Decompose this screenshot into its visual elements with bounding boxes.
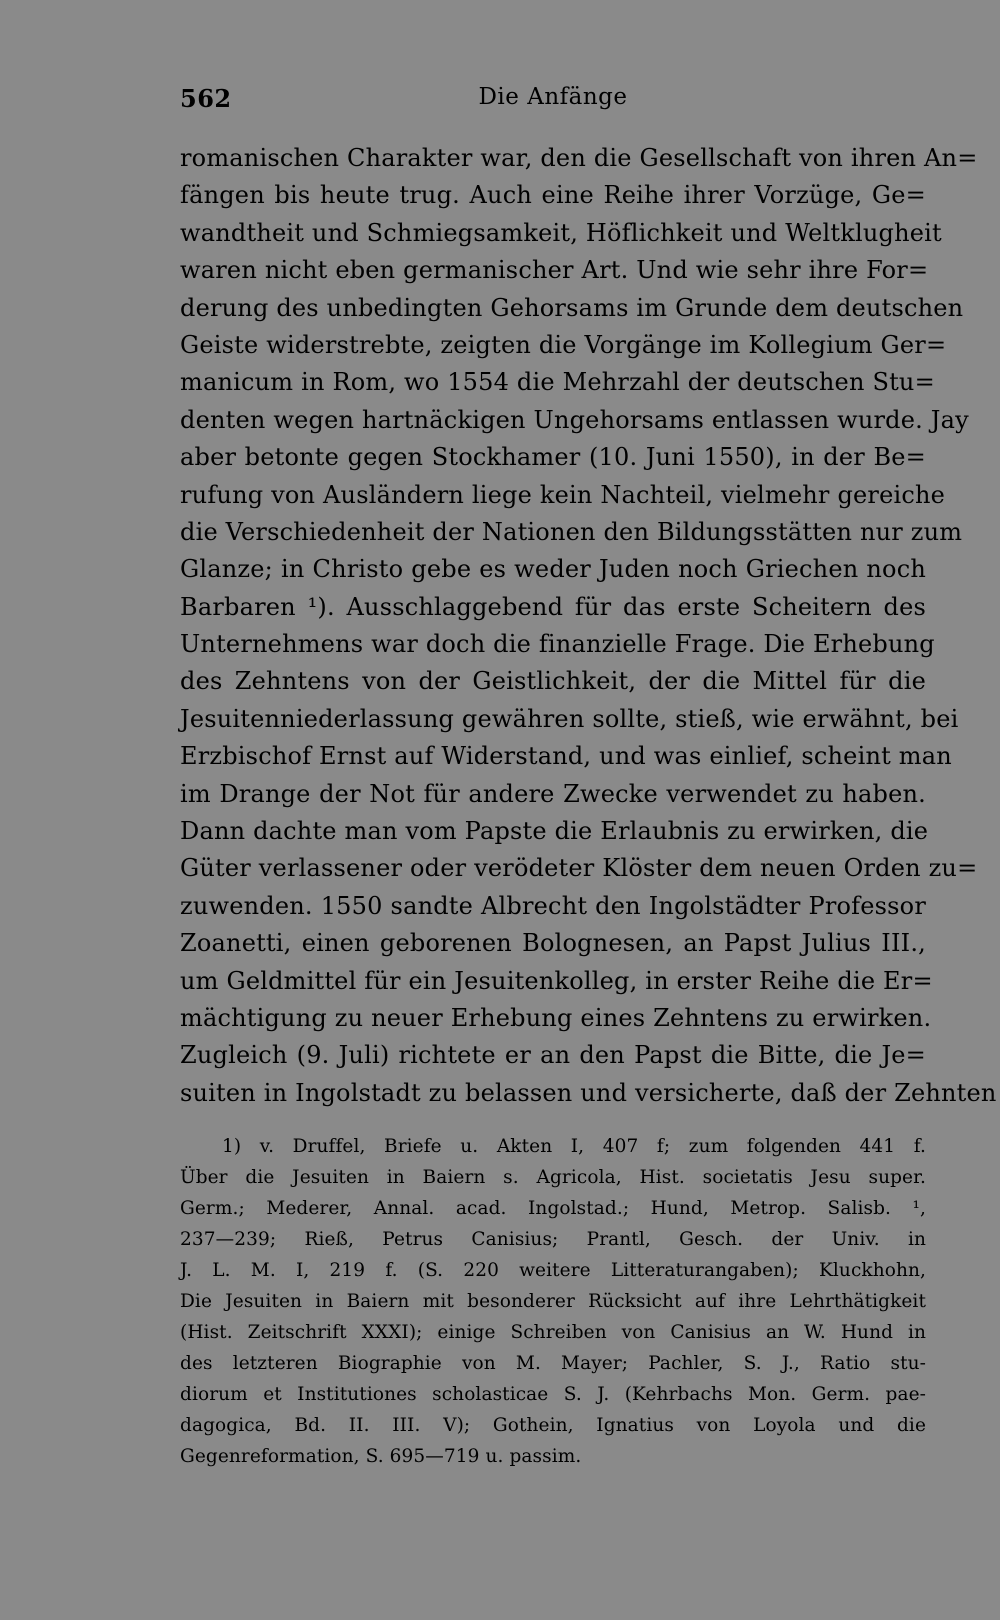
text-line: um Geldmittel für ein Jesuitenkolleg, in erster Reihe die Er= <box>180 966 933 995</box>
text-line: im Drange der Not für andere Zwecke verwendet zu haben. <box>180 779 926 808</box>
running-title: Die Anfänge <box>478 84 628 110</box>
footnote-line: J. L. M. I, 219 f. (S. 220 weitere Litteraturangaben); Kluckhohn, <box>180 1260 926 1281</box>
footnote-line: 237—239; Rieß, Petrus Canisius; Prantl, Gesch. der Univ. in <box>180 1229 926 1250</box>
text-line: Barbaren ¹). Ausschlaggebend für das erste Scheitern des <box>180 592 926 621</box>
page-header <box>180 84 926 118</box>
text-line: zuwenden. 1550 sandte Albrecht den Ingolstädter Professor <box>180 891 926 920</box>
text-line: manicum in Rom, wo 1554 die Mehrzahl der deutschen Stu= <box>180 368 935 397</box>
footnote-line: dagogica, Bd. II. III. V); Gothein, Ignatius von Loyola und die <box>180 1415 926 1436</box>
text-line: Güter verlassener oder verödeter Klöster dem neuen Orden zu= <box>180 854 978 883</box>
text-line: Erzbischof Ernst auf Widerstand, und was einlief, scheint man <box>180 742 952 771</box>
text-line: des Zehntens von der Geistlichkeit, der die Mittel für die <box>180 667 926 696</box>
text-line: Zugleich (9. Juli) richtete er an den Papst die Bitte, die Je= <box>180 1041 926 1070</box>
page-number: 562 <box>180 84 232 113</box>
footnote-line: Gegenreformation, S. 695—719 u. passim. <box>180 1446 582 1467</box>
text-line: Glanze; in Christo gebe es weder Juden noch Griechen noch <box>180 555 926 584</box>
text-line: Geiste widerstrebte, zeigten die Vorgänge im Kollegium Ger= <box>180 330 947 359</box>
text-line: fängen bis heute trug. Auch eine Reihe ihrer Vorzüge, Ge= <box>180 181 926 210</box>
text-line: Unternehmens war doch die finanzielle Frage. Die Erhebung <box>180 630 935 659</box>
text-line: wandtheit und Schmiegsamkeit, Höflichkeit und Weltklugheit <box>180 218 942 247</box>
text-line: mächtigung zu neuer Erhebung eines Zehntens zu erwirken. <box>180 1003 932 1032</box>
body-text <box>180 140 997 1112</box>
text-line: Zoanetti, einen geborenen Bolognesen, an Papst Julius III., <box>180 929 926 958</box>
text-line: Jesuitenniederlassung gewähren sollte, stieß, wie erwähnt, bei <box>180 704 959 733</box>
footnotes <box>180 1131 926 1472</box>
footnote-line: Die Jesuiten in Baiern mit besonderer Rücksicht auf ihre Lehrthätigkeit <box>180 1291 926 1312</box>
text-line: denten wegen hartnäckigen Ungehorsams entlassen wurde. Jay <box>180 405 969 434</box>
footnote-line: Über die Jesuiten in Baiern s. Agricola, Hist. societatis Jesu super. <box>180 1167 926 1188</box>
text-line: suiten in Ingolstadt zu belassen und versicherte, daß der Zehnten <box>180 1078 997 1107</box>
text-line: rufung von Ausländern liege kein Nachteil, vielmehr gereiche <box>180 480 946 509</box>
footnote-line: (Hist. Zeitschrift XXXI); einige Schreiben von Canisius an W. Hund in <box>180 1322 926 1343</box>
footnote-line: Germ.; Mederer, Annal. acad. Ingolstad.; Hund, Metrop. Salisb. ¹, <box>180 1198 926 1219</box>
text-line: aber betonte gegen Stockhamer (10. Juni 1550), in der Be= <box>180 443 926 472</box>
text-line: die Verschiedenheit der Nationen den Bildungsstätten nur zum <box>180 517 963 546</box>
text-line: Dann dachte man vom Papste die Erlaubnis zu erwirken, die <box>180 817 929 846</box>
text-line: waren nicht eben germanischer Art. Und wie sehr ihre For= <box>180 256 929 285</box>
footnote-line: 1) v. Druffel, Briefe u. Akten I, 407 f; zum folgenden 441 f. <box>222 1136 926 1157</box>
text-line: derung des unbedingten Gehorsams im Grunde dem deutschen <box>180 293 964 322</box>
footnote-line: diorum et Institutiones scholasticae S. J. (Kehrbachs Mon. Germ. pae- <box>180 1384 926 1405</box>
text-line: romanischen Charakter war, den die Gesellschaft von ihren An= <box>180 144 978 172</box>
footnote-line: des letzteren Biographie von M. Mayer; Pachler, S. J., Ratio stu- <box>180 1353 926 1374</box>
